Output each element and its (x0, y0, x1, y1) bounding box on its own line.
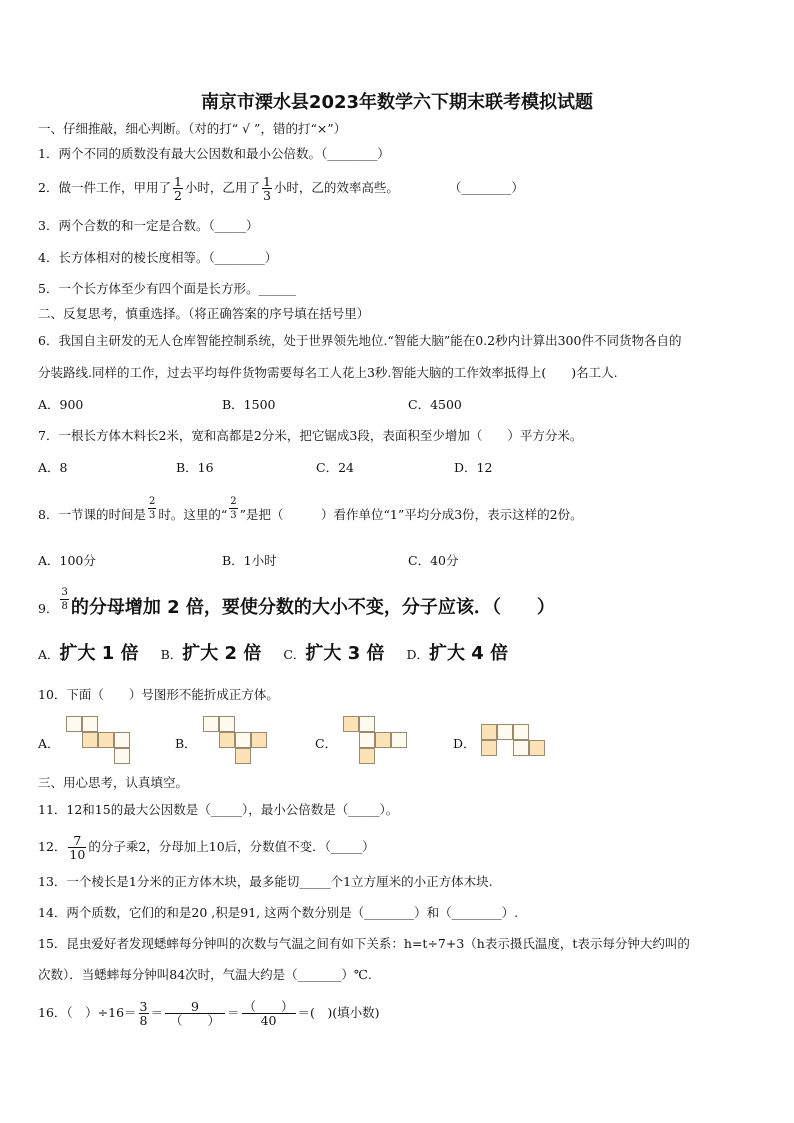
q16-f2-denominator: （ ） (170, 1013, 221, 1028)
section-1-heading: 一、仔细推敲，细心判断。（对的打“ √ ”，错的打“×”） (38, 121, 347, 136)
page-title: 南京市溧水县2023年数学六下期末联考模拟试题 (200, 92, 594, 113)
q16-f1-numerator: 3 (139, 999, 148, 1014)
net-cell (82, 716, 98, 732)
q16-f2-numerator: 9 (165, 1000, 225, 1014)
net-cell (481, 740, 497, 756)
q9-numerator: 3 (61, 587, 68, 598)
q8-f1-numerator: 2 (148, 496, 156, 507)
net-cell (513, 724, 529, 740)
q2-text-c: 小时，乙的效率高些。 (273, 180, 399, 195)
question-7: 7．一根长方体木料长2米，宽和高都是2分米，把它锯成3段，表面积至少增加（ ）平方分米。 (38, 428, 583, 443)
q2-f1-denominator: 2 (173, 188, 182, 203)
q12-numerator: 7 (68, 834, 86, 848)
q2-text-a: 2．做一件工作，甲用了 (38, 180, 171, 195)
question-12 (38, 834, 375, 861)
question-10: 10．下面（ ）号图形不能折成正方体。 (38, 687, 279, 702)
q8-text-a: 8．一节课的时间是 (38, 507, 146, 522)
q2-fraction-2 (262, 175, 272, 202)
net-cell (497, 724, 513, 740)
question-4: 4．长方体相对的棱长度相等。（________） (38, 250, 278, 265)
q2-f2-numerator: 1 (262, 174, 271, 189)
q12-text: 的分子乘2，分母加上10后，分数值不变．（_____） (88, 839, 375, 854)
net-cell (529, 740, 545, 756)
net-cell (82, 732, 98, 748)
question-14: 14．两个质数，它们的和是20 ,积是91, 这两个数分别是（________）和（________）. (38, 905, 519, 920)
q8-option-b: B．1小时 (222, 553, 277, 568)
q2-blank: （________） (448, 180, 524, 195)
q9-option-d-letter: D． (406, 647, 430, 662)
q10-option-b-label: B． (175, 736, 197, 751)
q16-f3-numerator: （ ） (243, 999, 294, 1014)
q8-fraction-1 (148, 495, 156, 522)
net-cell (114, 748, 130, 764)
question-15-line-2: 次数）．当蟋蟀每分钟叫84次时，气温大约是（_______）℃. (38, 967, 372, 982)
q7-option-b: B．16 (176, 460, 214, 475)
q7-option-d: D．12 (454, 460, 493, 475)
net-cell (391, 732, 407, 748)
q9-option-a-text: 扩大 1 倍 (59, 643, 139, 664)
q10-option-d-label: D． (453, 736, 476, 751)
question-13: 13．一个棱长是1分米的正方体木块，最多能切_____个1立方厘米的小正方体木块. (38, 874, 493, 889)
q8-f2-numerator: 2 (230, 496, 237, 507)
q16-text-a: 16．（ ）÷16＝ (38, 1005, 137, 1020)
q9-option-b-text: 扩大 2 倍 (182, 643, 262, 664)
q8-f2-denominator: 3 (230, 510, 237, 521)
q2-f2-denominator: 3 (262, 188, 271, 203)
question-11: 11．12和15的最大公因数是（_____），最小公倍数是（_____）。 (38, 802, 399, 817)
q9-option-c-text: 扩大 3 倍 (305, 643, 385, 664)
q6-option-b: B．1500 (222, 397, 276, 412)
q12-fraction (68, 834, 86, 861)
q10-option-a-label: A． (38, 736, 60, 751)
net-cell (98, 732, 114, 748)
q8-text-b: 时。这里的“ (158, 507, 228, 522)
q16-equals-2: ＝ (227, 1005, 240, 1020)
net-cell (114, 732, 130, 748)
q9-option-d-text: 扩大 4 倍 (429, 643, 509, 664)
net-cell (203, 716, 219, 732)
net-cell (359, 716, 375, 732)
net-cell (513, 740, 529, 756)
q9-option-c-letter: C． (283, 647, 306, 662)
question-15-line-1: 15．昆虫爱好者发现蟋蟀每分钟叫的次数与气温之间有如下关系：h=t÷7+3（h表示摄氏温度，t表示每分钟大约叫的 (38, 936, 690, 951)
net-cell (251, 732, 267, 748)
net-cell (235, 732, 251, 748)
net-cell (235, 748, 251, 764)
q9-option-b-letter: B． (160, 647, 183, 662)
q7-option-a: A．8 (38, 460, 68, 475)
net-cell (359, 748, 375, 764)
section-3-heading: 三、用心思考，认真填空。 (38, 775, 189, 790)
q7-option-c: C．24 (316, 460, 354, 475)
q8-text-c: ”是把（ ）看作单位“1”平均分成3份，表示这样的2份。 (239, 507, 583, 522)
q16-text-b: ＝( )(填小数) (297, 1005, 380, 1020)
net-cell (359, 732, 375, 748)
q16-equals-1: ＝ (150, 1005, 164, 1020)
net-cell (375, 732, 391, 748)
question-16 (38, 1000, 380, 1027)
q2-f1-numerator: 1 (173, 174, 182, 189)
net-cell (66, 716, 82, 732)
q9-denominator: 8 (61, 601, 68, 612)
q9-number: 9． (38, 601, 59, 616)
q8-f1-denominator: 3 (148, 510, 156, 521)
q9-text: 的分母增加 2 倍，要使分数的大小不变，分子应该．（ ） (70, 597, 555, 618)
q16-f3-denominator: 40 (260, 1013, 277, 1028)
question-8 (38, 496, 583, 523)
question-9 (38, 587, 555, 618)
question-2 (38, 175, 524, 202)
q16-fraction-1 (139, 1000, 149, 1027)
q16-fraction-2 (165, 1000, 225, 1027)
question-5: 5．一个长方体至少有四个面是长方形。______ (38, 281, 296, 296)
q8-option-a: A．100分 (38, 553, 96, 568)
section-2-heading: 二、反复思考，慎重选择。（将正确答案的序号填在括号里） (38, 306, 370, 321)
q16-fraction-3 (242, 1000, 296, 1027)
q12-denominator: 10 (69, 847, 86, 862)
q2-fraction-1 (173, 175, 183, 202)
q16-f1-denominator: 8 (139, 1013, 148, 1028)
q8-option-c: C．40分 (408, 553, 459, 568)
question-1: 1．两个不同的质数没有最大公因数和最小公倍数。（________） (38, 146, 390, 161)
q2-text-b: 小时，乙用了 (184, 180, 260, 195)
net-cell (219, 732, 235, 748)
net-cell (219, 716, 235, 732)
q6-option-c: C．4500 (408, 397, 462, 412)
q9-option-a-letter: A． (38, 647, 60, 662)
q9-options (38, 643, 509, 664)
question-6-line-1: 6．我国自主研发的无人仓库智能控制系统，处于世界领先地位.“智能大脑”能在0.2秒内计算出300件不同货物各自的 (38, 333, 682, 348)
question-6-line-2: 分装路线.同样的工作，过去平均每件货物需要每名工人花上3秒.智能大脑的工作效率抵得上( )名工人. (38, 365, 618, 380)
question-3: 3．两个合数的和一定是合数。（_____） (38, 218, 259, 233)
q6-option-a: A．900 (38, 397, 84, 412)
q9-fraction (60, 586, 68, 613)
net-cell (343, 716, 359, 732)
q10-option-c-label: C． (315, 736, 338, 751)
q8-fraction-2 (229, 495, 237, 522)
net-cell (481, 724, 497, 740)
q12-number: 12． (38, 839, 67, 854)
